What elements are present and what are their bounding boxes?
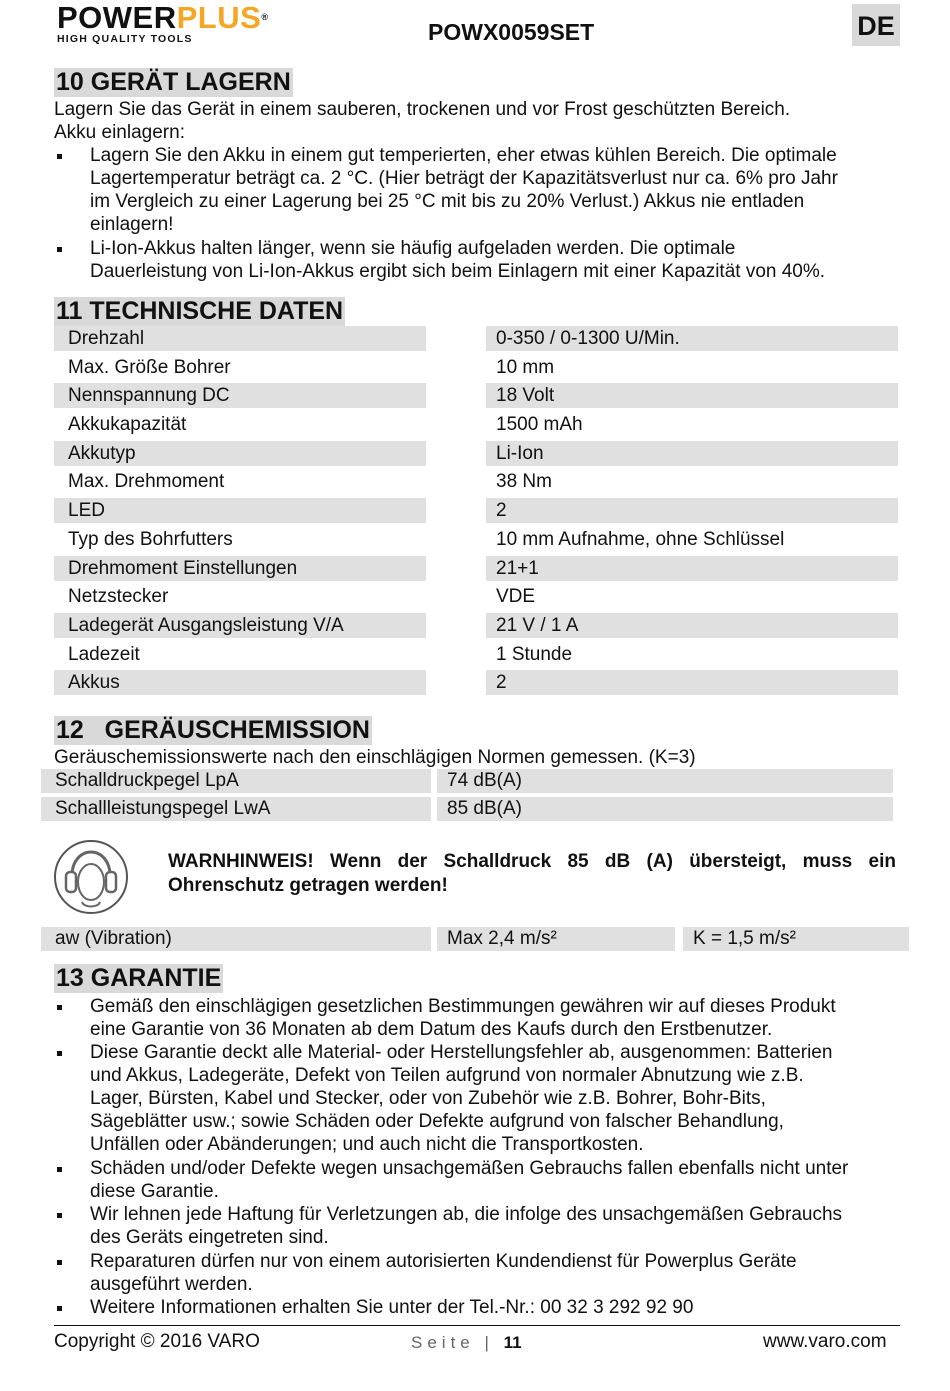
- bullet-line: Diese Garantie deckt alle Material- oder Herstellungsfehler ab, ausgenommen: Batterien: [90, 1042, 833, 1063]
- model-number: POWX0059SET: [428, 19, 595, 45]
- spec-value: 18 Volt: [486, 383, 898, 408]
- noise-key: Schallleistungspegel LwA: [41, 797, 431, 821]
- bullet-line: Li-Ion-Akkus halten länger, wenn sie häufig aufgeladen werden. Die optimale: [90, 238, 736, 259]
- spec-value: 21+1: [486, 556, 898, 581]
- section-title-storage: 10 GERÄT LAGERN: [56, 68, 291, 96]
- spec-value: 10 mm: [496, 356, 555, 378]
- spec-row: [54, 556, 898, 581]
- footer-rule: [54, 1325, 900, 1326]
- spec-row: [54, 326, 898, 351]
- bullet-line: Lager, Bürsten, Kabel und Stecker, oder von Zubehör wie z.B. Bohrer, Bohr-Bits,: [90, 1088, 766, 1109]
- bullet-mark: [57, 1041, 69, 1064]
- warning-line: WARNHINWEIS! Wenn der Schalldruck 85 dB (A) übersteigt, muss ein: [168, 851, 896, 872]
- bullet-line: Gemäß den einschlägigen gesetzlichen Bestimmungen gewähren wir auf dieses Produkt: [90, 996, 836, 1017]
- noise-key: Schalldruckpegel LpA: [41, 769, 431, 793]
- vibration-max: Max 2,4 m/s²: [437, 927, 675, 951]
- spec-row: [54, 412, 898, 437]
- footer-url[interactable]: www.varo.com: [763, 1331, 887, 1352]
- spec-key: Max. Drehmoment: [68, 471, 225, 493]
- bullet-line: ausgeführt werden.: [90, 1274, 253, 1295]
- bullet-mark: [57, 995, 69, 1018]
- bullet-mark: [57, 144, 69, 167]
- logo-registered-mark: ®: [261, 12, 269, 22]
- noise-value: 85 dB(A): [437, 797, 893, 821]
- battery-storage-label: Akku einlagern:: [54, 122, 185, 143]
- noise-warning: [168, 850, 896, 898]
- spec-key: Akkus: [54, 670, 426, 695]
- spec-row: [54, 527, 898, 552]
- bullet-mark: [57, 1250, 69, 1273]
- vibration-k: K = 1,5 m/s²: [683, 927, 909, 951]
- spec-key: Ladezeit: [68, 643, 140, 665]
- spec-row: [54, 498, 898, 523]
- spec-value: VDE: [496, 586, 536, 608]
- bullet-mark: [57, 1296, 69, 1319]
- spec-value: 2: [486, 670, 898, 695]
- spec-row: [54, 642, 898, 667]
- spec-key: Typ des Bohrfutters: [68, 528, 233, 550]
- bullet-line: im Vergleich zu einer Lagerung bei 25 °C mit bis zu 20% Verlust.) Akkus nie entladen: [90, 191, 805, 212]
- spec-key: Max. Größe Bohrer: [68, 356, 231, 378]
- bullet-line: diese Garantie.: [90, 1181, 219, 1202]
- bullet-line: Reparaturen dürfen nur von einem autorisierten Kundendienst für Powerplus Geräte: [90, 1251, 797, 1272]
- powerplus-logo: [57, 0, 307, 45]
- spec-value: 1 Stunde: [496, 643, 573, 665]
- spec-row: [54, 670, 898, 695]
- page-number: 11: [503, 1333, 522, 1352]
- noise-value: 74 dB(A): [437, 769, 893, 793]
- bullet-line: des Geräts eingetreten sind.: [90, 1227, 329, 1248]
- bullet-mark: [57, 1157, 69, 1180]
- noise-row: [41, 769, 893, 793]
- ear-protection-icon: [52, 838, 130, 916]
- spec-key: Akkukapazität: [68, 414, 187, 436]
- vibration-label: aw (Vibration): [41, 927, 431, 951]
- spec-key: Ladegerät Ausgangsleistung V/A: [54, 613, 426, 638]
- spec-key: LED: [54, 498, 426, 523]
- section-title-noise-emission: 12 GERÄUSCHEMISSION: [56, 716, 370, 744]
- bullet-line: einlagern!: [90, 214, 174, 235]
- spec-value: 1500 mAh: [496, 414, 583, 436]
- bullet-line: Sägeblätter usw.; sowie Schäden oder Defekte aufgrund von falscher Behandlung,: [90, 1111, 784, 1132]
- technical-data-table: [54, 326, 898, 699]
- bullet-line: eine Garantie von 36 Monaten ab dem Datum des Kaufs durch den Erstbenutzer.: [90, 1019, 773, 1040]
- storage-paragraph: Lagern Sie das Gerät in einem sauberen, trockenen und vor Frost geschützten Bereich.: [54, 99, 791, 120]
- bullet-mark: [57, 237, 69, 260]
- section-title-technical-data: 11 TECHNISCHE DATEN: [56, 297, 344, 325]
- spec-value: 21 V / 1 A: [486, 613, 898, 638]
- spec-key: Nennspannung DC: [54, 383, 426, 408]
- bullet-line: Lagertemperatur beträgt ca. 2 °C. (Hier beträgt der Kapazitätsverlust nur ca. 6% pro Jahr: [90, 168, 838, 189]
- bullet-mark: [57, 1203, 69, 1226]
- logo-word-plus: PLUS: [176, 0, 262, 35]
- spec-value: 0-350 / 0-1300 U/Min.: [486, 326, 898, 351]
- logo-tagline: HIGH QUALITY TOOLS: [57, 33, 193, 45]
- spec-value: Li-Ion: [486, 441, 898, 466]
- spec-key: Drehzahl: [54, 326, 426, 351]
- spec-value: 38 Nm: [496, 471, 552, 493]
- logo-word-power: POWER: [57, 0, 177, 35]
- warning-line: Ohrenschutz getragen werden!: [168, 875, 448, 896]
- section-title-warranty: 13 GARANTIE: [56, 964, 222, 992]
- footer-page: Seite | 11: [411, 1333, 522, 1352]
- bullet-line: und Akkus, Ladegeräte, Defekt von Teilen aufgrund von normaler Abnutzung wie z.B.: [90, 1065, 804, 1086]
- spec-row: [54, 383, 898, 408]
- spec-row: [54, 469, 898, 494]
- page-label: Seite: [411, 1333, 475, 1352]
- bullet-line: Unfällen oder Abänderungen; und auch nicht die Transportkosten.: [90, 1134, 644, 1155]
- spec-key: Akkutyp: [54, 441, 426, 466]
- spec-row: [54, 355, 898, 380]
- bullet-line: Schäden und/oder Defekte wegen unsachgemäßen Gebrauchs fallen ebenfalls nicht unter: [90, 1158, 849, 1179]
- noise-row: [41, 797, 893, 821]
- bullet-line: Wir lehnen jede Haftung für Verletzungen ab, die infolge des unsachgemäßen Gebrauchs: [90, 1204, 843, 1225]
- spec-value: 10 mm Aufnahme, ohne Schlüssel: [496, 528, 785, 550]
- language-badge: DE: [852, 4, 900, 46]
- bullet-line: Weitere Informationen erhalten Sie unter der Tel.-Nr.: 00 32 3 292 92 90: [90, 1297, 694, 1318]
- spec-row: [54, 613, 898, 638]
- spec-row: [54, 584, 898, 609]
- spec-row: [54, 441, 898, 466]
- noise-intro: Geräuschemissionswerte nach den einschlägigen Normen gemessen. (K=3): [54, 747, 696, 768]
- spec-key: Drehmoment Einstellungen: [54, 556, 426, 581]
- footer-copyright: Copyright © 2016 VARO: [54, 1331, 260, 1352]
- bullet-line: Lagern Sie den Akku in einem gut temperierten, eher etwas kühlen Bereich. Die optimale: [90, 145, 837, 166]
- spec-value: 2: [486, 498, 898, 523]
- spec-key: Netzstecker: [68, 586, 169, 608]
- bullet-line: Dauerleistung von Li-Ion-Akkus ergibt sich beim Einlagern mit einer Kapazität von 40%.: [90, 261, 826, 282]
